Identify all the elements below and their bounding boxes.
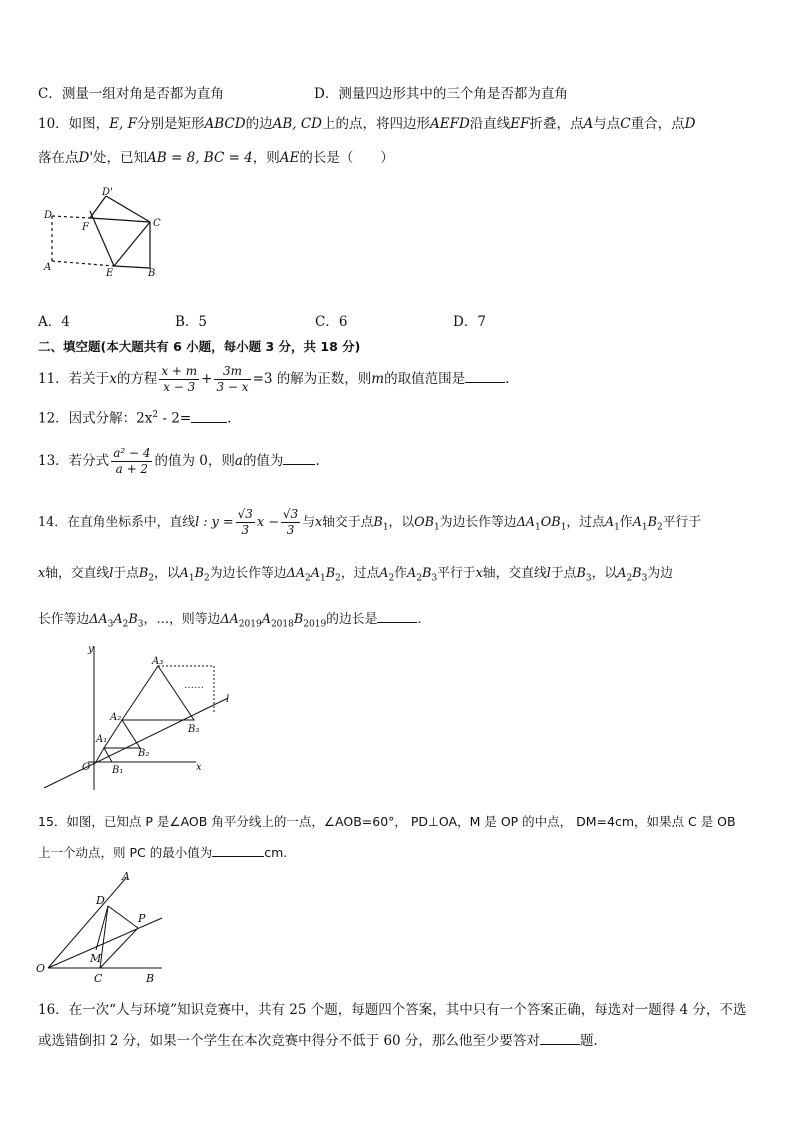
math: OB	[540, 515, 561, 530]
text: 处，已知	[93, 150, 148, 166]
text: 13．若分式	[38, 453, 110, 469]
q12	[38, 405, 231, 429]
label-b: B	[148, 268, 156, 279]
text: 沿直线	[469, 116, 511, 132]
label-d: D	[44, 210, 53, 221]
answer-blank[interactable]	[191, 408, 227, 423]
text: ，过点	[566, 515, 605, 530]
subscript: 2	[335, 573, 341, 584]
denominator: 3	[286, 523, 295, 537]
math: A	[113, 612, 123, 627]
math: AB = 8, BC = 4	[147, 150, 253, 166]
text: 或选错倒扣 2 分，如果一个学生在本次竞赛中得分不低于 60 分，那么他至少要答对	[38, 1033, 540, 1049]
q10-option-b: B．5	[175, 314, 208, 330]
label-o: O	[36, 962, 46, 975]
text: .	[505, 371, 510, 387]
edge-ae	[52, 261, 114, 266]
text: 为边长作等边	[439, 515, 517, 530]
label-b2: B₂	[138, 748, 150, 759]
label-dprime: D'	[102, 187, 113, 198]
text: 14．在直角坐标系中，直线	[38, 515, 196, 530]
q16-line2	[38, 1030, 598, 1051]
subscript: 1	[641, 522, 648, 533]
numerator: a² − 4	[113, 446, 151, 460]
math: ΔA	[220, 612, 239, 627]
q14-line1	[38, 506, 701, 545]
q14-figure	[38, 642, 248, 794]
label-b1: B₁	[112, 765, 124, 776]
subscript: 2019	[303, 619, 327, 630]
text: 作	[619, 515, 633, 530]
fraction	[159, 364, 199, 395]
ray-oa	[48, 878, 126, 968]
edge-df	[52, 216, 90, 218]
subscript: 3	[585, 573, 592, 584]
math: B	[293, 612, 304, 627]
label-b: B	[146, 972, 155, 985]
subscript: 1	[434, 522, 440, 533]
math: x	[109, 371, 117, 387]
math: E, F	[109, 116, 137, 132]
label-l: l	[226, 694, 230, 705]
denominator: 3 − x	[216, 380, 249, 394]
subscript: 2018	[270, 619, 294, 630]
q15-figure	[34, 870, 174, 988]
math: D	[684, 116, 696, 132]
text: 重合，点	[630, 116, 685, 132]
math: D'	[78, 150, 94, 166]
label-e: E	[106, 268, 114, 279]
label-o: O	[82, 762, 91, 773]
q9-option-c: C．测量一组对角是否都为直角	[38, 86, 224, 102]
math: A	[179, 566, 189, 581]
q14-line2	[38, 564, 673, 589]
text: 为边长作等边	[209, 566, 287, 581]
label-x: x	[196, 762, 202, 773]
fraction	[111, 446, 152, 477]
text: 12．因式分解：2x	[38, 410, 153, 427]
line-l	[44, 698, 228, 788]
edge-eb	[114, 266, 150, 268]
math: AB, CD	[272, 116, 322, 132]
q10-figure	[38, 186, 173, 301]
edge-dpf	[90, 196, 106, 218]
subscript: 2	[416, 573, 423, 584]
fraction	[236, 507, 255, 538]
text: 轴，交直线	[45, 566, 110, 581]
math: A	[379, 566, 389, 581]
label-dots: ……	[184, 680, 204, 691]
label-d: D	[96, 894, 105, 907]
text: ，则	[252, 150, 280, 166]
subscript: 2	[305, 573, 311, 584]
subscript: 2	[148, 573, 155, 584]
math: A	[261, 612, 271, 627]
text: 与	[302, 515, 315, 530]
subscript: 3	[641, 573, 648, 584]
q10-line1	[38, 114, 695, 134]
subscript: 1	[614, 522, 620, 533]
text: 的边	[245, 116, 273, 132]
q13	[38, 444, 320, 478]
math: a	[234, 453, 243, 469]
text: ，以	[591, 566, 618, 581]
q10-line2	[38, 148, 394, 168]
label-a: A	[122, 870, 130, 883]
q15-line2	[38, 842, 287, 863]
numerator: x + m	[161, 364, 198, 378]
math: l : y =	[195, 515, 234, 530]
segment-pc	[100, 928, 138, 968]
subscript: 2	[656, 522, 663, 533]
math: B	[373, 515, 383, 530]
subscript: 2	[626, 573, 633, 584]
text: 的值为	[242, 453, 284, 469]
subscript: 1	[382, 522, 389, 533]
answer-blank[interactable]	[540, 1030, 580, 1045]
q14-line3	[38, 608, 421, 635]
q10-option-d: D．7	[453, 314, 486, 330]
math: B	[194, 566, 205, 581]
math: ΔA	[89, 612, 108, 627]
math: A	[632, 515, 642, 530]
math: A	[583, 116, 594, 132]
text: 轴，交直线	[482, 566, 547, 581]
text: 题.	[579, 1033, 598, 1049]
q16-line1: 16．在一次“人与环境”知识竞赛中，共有 25 个题，每题四个答案，其中只有一个答案正确，每选对一题得 4 分，不选	[38, 1002, 747, 1018]
edge-ec	[114, 222, 150, 266]
superscript: 2	[152, 410, 159, 420]
label-a3: A₃	[152, 656, 164, 667]
label-a2: A₂	[110, 712, 122, 723]
subscript: 2019	[238, 619, 262, 630]
text: .	[417, 612, 422, 627]
subscript: 2	[388, 573, 395, 584]
text: 落在点	[38, 150, 79, 166]
text: 平行于	[437, 566, 476, 581]
text: ，过点	[340, 566, 380, 581]
math: EF	[510, 116, 530, 132]
label-c: C	[153, 218, 161, 229]
math: OB	[414, 515, 435, 530]
q9-option-d: D．测量四边形其中的三个角是否都为直角	[314, 86, 568, 102]
text: 为边	[647, 566, 673, 581]
text: 折叠，点	[529, 116, 584, 132]
text: 11．若关于	[38, 371, 110, 387]
math: x −	[256, 515, 279, 530]
text: ，以	[388, 515, 415, 530]
answer-blank[interactable]	[212, 842, 264, 857]
text: 作	[394, 566, 408, 581]
segment-dm	[96, 906, 108, 950]
math: m	[371, 371, 385, 387]
math: l	[109, 566, 114, 581]
label-p: P	[138, 912, 146, 925]
math: B	[632, 566, 642, 581]
denominator: 3	[241, 523, 250, 537]
answer-blank[interactable]	[377, 608, 417, 623]
denominator: x − 3	[163, 380, 196, 394]
label-m: M	[90, 952, 102, 965]
math: B	[325, 566, 336, 581]
text: 于点	[113, 566, 139, 581]
q15-line1: 15．如图，已知点 P 是∠AOB 角平分线上的一点，∠AOB=60°， PD⊥OA，M 是 OP 的中点， DM=4cm，如果点 C 是 OB	[38, 814, 736, 829]
subscript: 1	[320, 573, 326, 584]
triangle-1	[96, 748, 112, 762]
math: B	[422, 566, 432, 581]
numerator: 3m	[214, 364, 250, 380]
text: - 2=	[158, 410, 192, 427]
math: B	[647, 515, 657, 530]
math: ΔA	[286, 566, 306, 581]
text: 上的点，将四边形	[321, 116, 430, 132]
text: +	[201, 371, 213, 387]
math: A	[604, 515, 615, 530]
segment-dp	[108, 906, 138, 928]
q11	[38, 362, 509, 396]
math: AEFD	[429, 116, 470, 132]
math: ΔA	[516, 515, 536, 530]
subscript: 3	[431, 573, 438, 584]
text: 10．如图，	[38, 116, 110, 132]
math: ABCD	[204, 116, 246, 132]
edge-fc	[90, 218, 150, 222]
denominator: a + 2	[115, 462, 149, 476]
math: B	[576, 566, 586, 581]
numerator: √3	[282, 507, 299, 521]
math: C	[620, 116, 631, 132]
label-b3: B₃	[188, 724, 200, 735]
text: ，以	[154, 566, 180, 581]
section-heading: 二、填空题(本大题共有 6 小题，每小题 3 分，共 18 分)	[38, 339, 361, 354]
text: 与点	[593, 116, 621, 132]
text: ，…，则等边	[143, 612, 221, 627]
text: =3 的解为正数，则	[252, 371, 372, 387]
label-f: F	[82, 222, 89, 233]
text: 上一个动点，则 PC 的最小值为	[38, 845, 213, 860]
q10-option-c: C．6	[315, 314, 348, 330]
text: 的方程	[116, 371, 158, 387]
math: A	[310, 566, 320, 581]
math: B	[128, 612, 138, 627]
subscript: 1	[560, 522, 567, 533]
fraction	[214, 364, 250, 395]
text: 的取值范围是	[384, 371, 466, 387]
answer-blank[interactable]	[283, 450, 315, 465]
q10-option-a: A．4	[38, 314, 70, 330]
math: x	[315, 515, 323, 530]
text: 分别是矩形	[137, 116, 205, 132]
edge-dpc	[106, 196, 150, 222]
numerator: √3	[237, 507, 253, 521]
answer-blank[interactable]	[465, 368, 505, 383]
subscript: 1	[188, 573, 195, 584]
math: A	[617, 566, 627, 581]
text: 的值为 0，则	[154, 453, 235, 469]
subscript: 3	[107, 619, 114, 630]
text: 长作等边	[38, 612, 90, 627]
math: x	[38, 566, 46, 581]
label-y: y	[88, 644, 94, 655]
subscript: 2	[122, 619, 129, 630]
text: 轴交于点	[322, 515, 374, 530]
math: AE	[279, 150, 300, 166]
label-c: C	[94, 972, 103, 985]
text: 的长是（ ）	[299, 150, 394, 166]
subscript: 2	[204, 573, 210, 584]
text: 的边长是	[326, 612, 378, 627]
math: l	[546, 566, 551, 581]
triangle-3	[122, 666, 194, 720]
subscript: 3	[137, 619, 144, 630]
label-a: A	[44, 262, 52, 273]
subscript: 1	[535, 522, 541, 533]
text: .	[227, 410, 232, 427]
text: cm.	[264, 845, 288, 860]
math: A	[407, 566, 417, 581]
text: .	[315, 453, 320, 469]
text: 于点	[550, 566, 577, 581]
label-a1: A₁	[96, 734, 108, 745]
math: x	[475, 566, 483, 581]
fraction	[281, 507, 300, 538]
math: B	[138, 566, 149, 581]
text: 平行于	[662, 515, 702, 530]
